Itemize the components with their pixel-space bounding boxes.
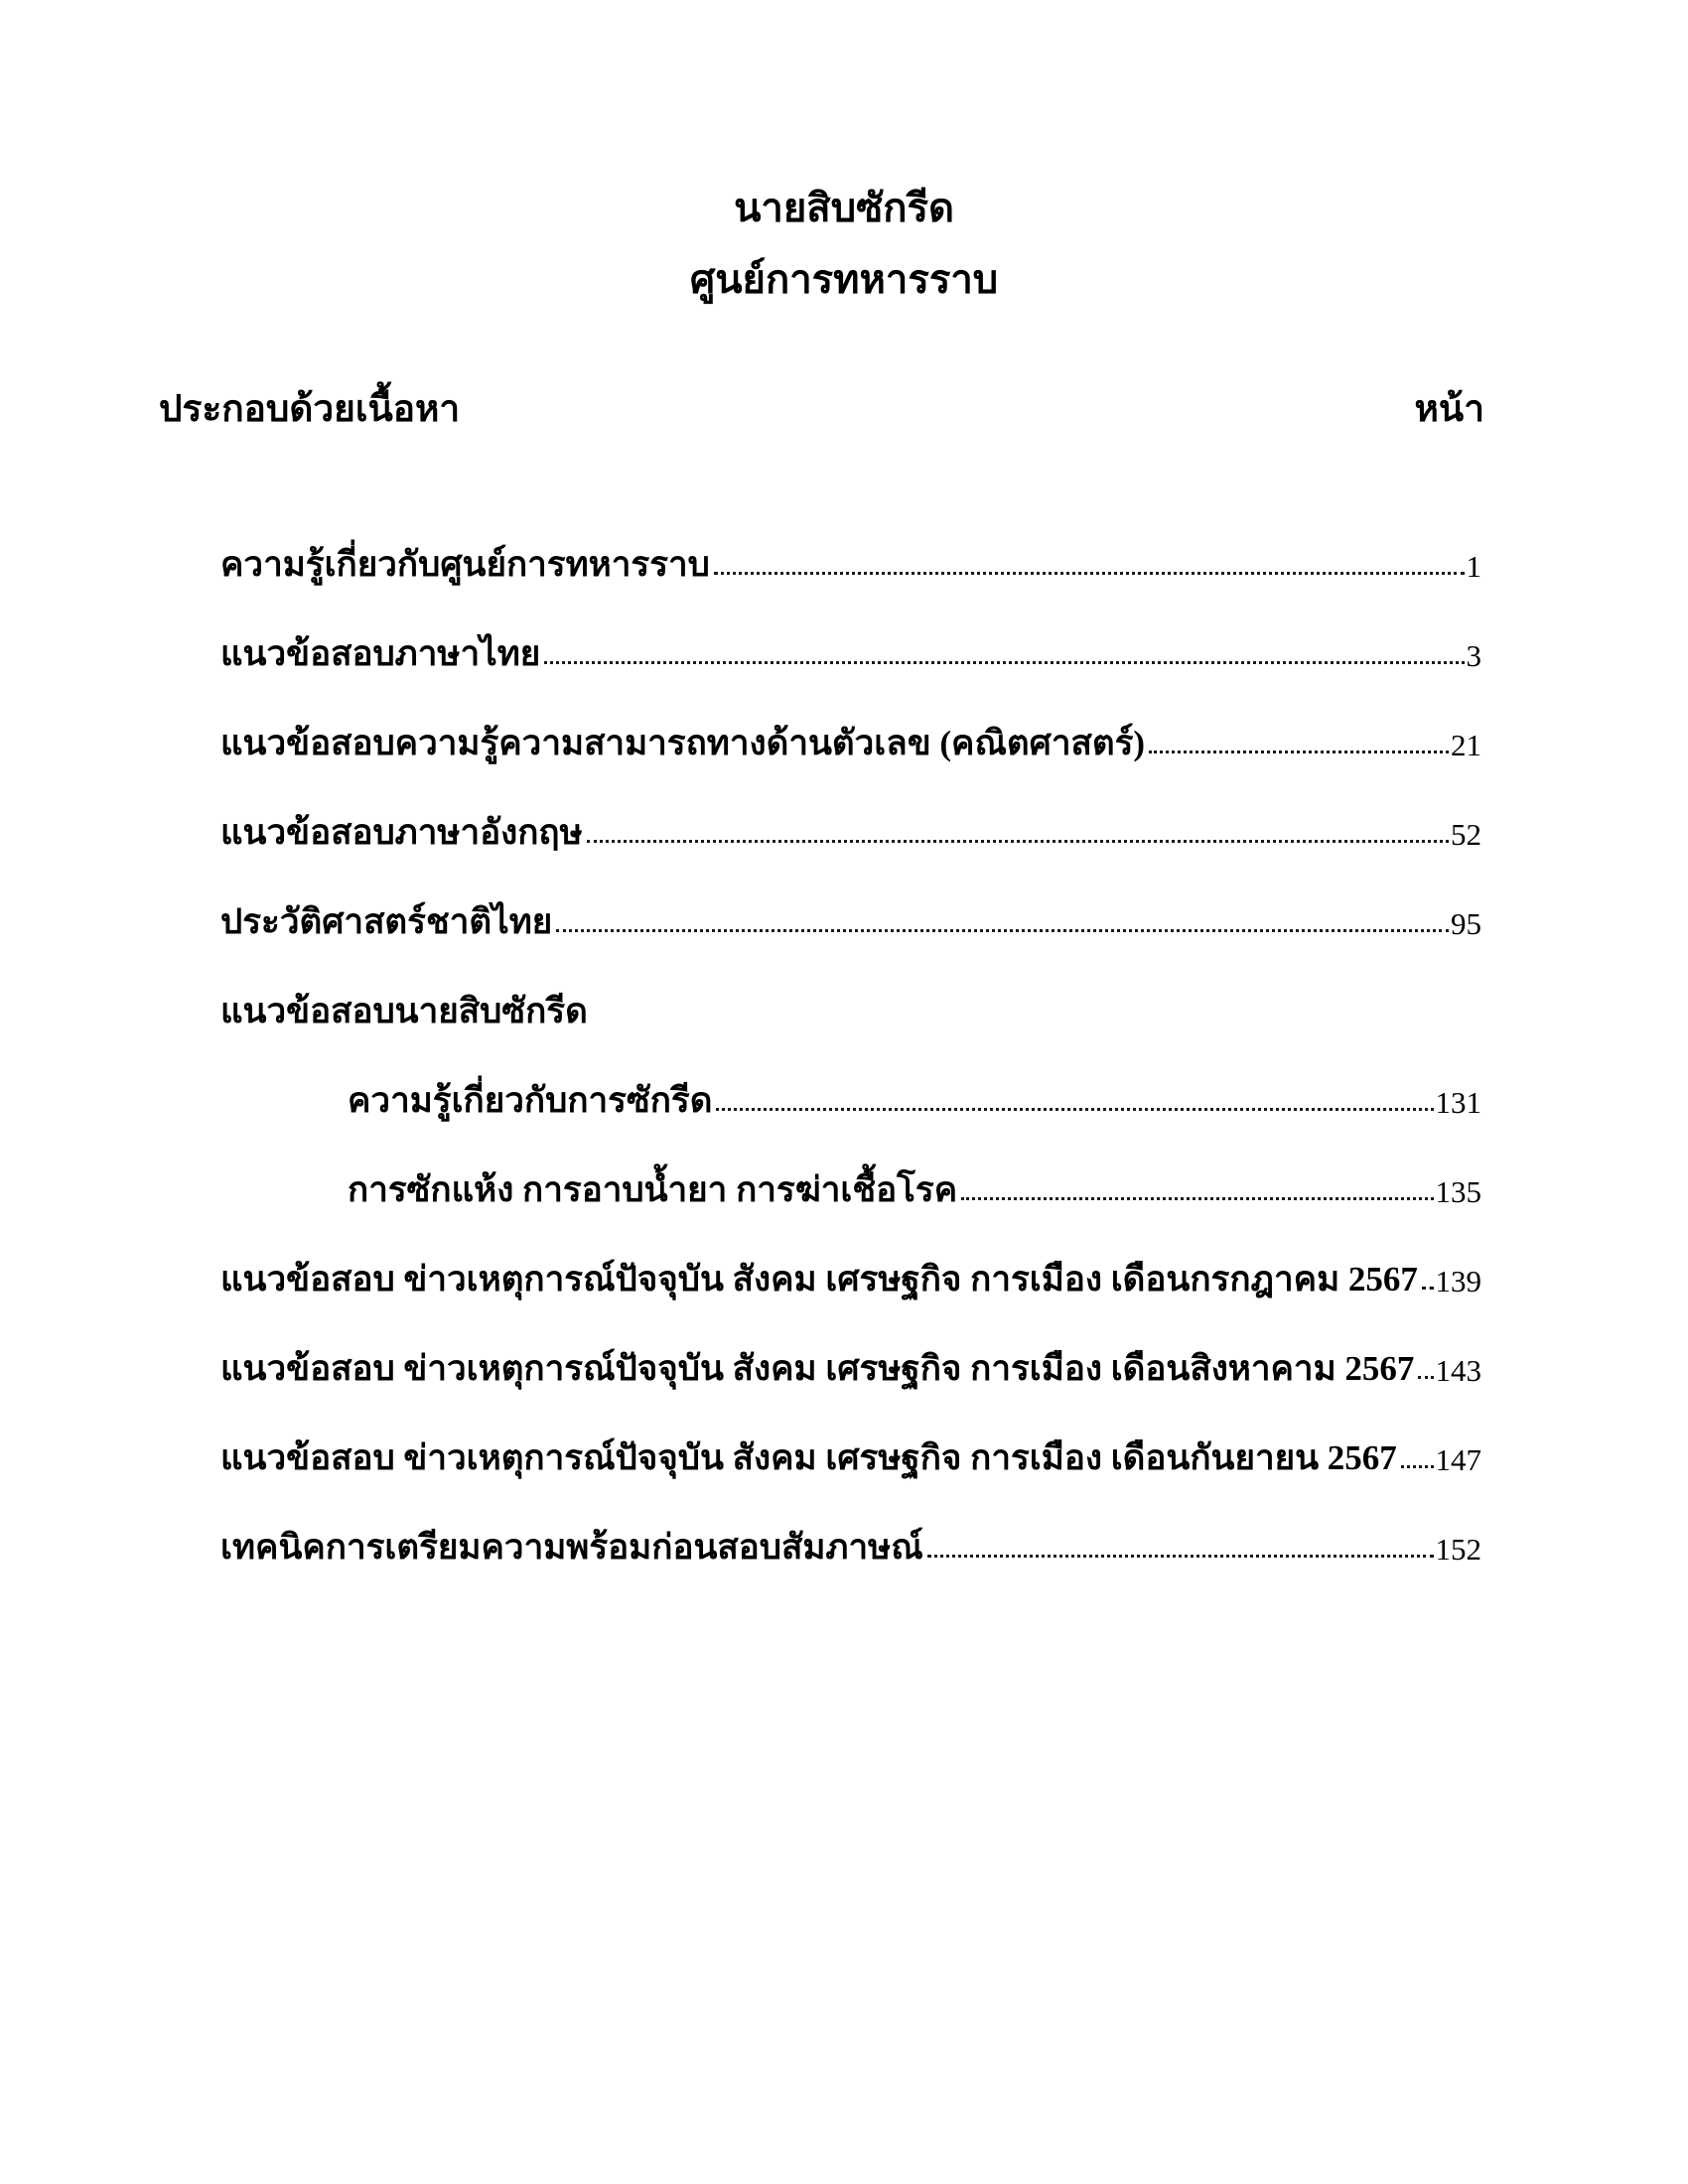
toc-entry-page: 139	[1435, 1263, 1481, 1298]
toc-leader-dots	[714, 572, 1465, 575]
toc-entry-page: 131	[1435, 1084, 1481, 1120]
toc-entry	[220, 508, 1481, 598]
toc-entry	[220, 955, 1481, 1044]
toc-entry	[220, 598, 1481, 687]
document-title: นายสิบซักรีด	[734, 186, 954, 230]
toc-leader-dots	[927, 1555, 1434, 1558]
toc-leader-dots	[1418, 1376, 1433, 1379]
toc-entry-page: 3	[1466, 637, 1481, 673]
toc-entry-label: ประวัติศาสตร์ชาติไทย	[220, 901, 553, 941]
toc-leader-dots	[961, 1197, 1433, 1200]
toc-entry-label: การซักแห้ง การอาบน้ำยา การฆ่าเชื้อโรค	[348, 1169, 958, 1209]
toc-header	[159, 379, 1484, 438]
toc-entry-label: แนวข้อสอบภาษาอังกฤษ	[220, 812, 583, 852]
toc-entry-page: 147	[1435, 1441, 1481, 1477]
toc-leader-dots	[587, 840, 1449, 843]
document-subtitle: ศูนย์การทหารราบ	[689, 257, 999, 302]
toc-entry-label: แนวข้อสอบความรู้ความสามารถทางด้านตัวเลข (คณิตศาสตร์)	[220, 723, 1146, 762]
toc-header-label: ประกอบด้วยเนื้อหา	[159, 389, 461, 430]
toc-entry	[220, 866, 1481, 955]
toc-entry	[220, 1223, 1481, 1312]
toc-page-column-label: หน้า	[1414, 389, 1484, 430]
toc-leader-dots	[544, 661, 1464, 664]
toc-entry-page: 152	[1435, 1531, 1481, 1567]
toc-leader-dots	[716, 1108, 1433, 1111]
toc-leader-dots	[1422, 1287, 1434, 1290]
toc-entry-label: แนวข้อสอบ ข่าวเหตุการณ์ปัจจุบัน สังคม เศรษฐกิจ การเมือง เดือนกันยายน 2567	[220, 1437, 1397, 1477]
toc-entry-page: 52	[1451, 816, 1481, 852]
toc-entry-page: 143	[1435, 1352, 1481, 1388]
toc-leader-dots	[1401, 1465, 1434, 1468]
toc-entry	[220, 687, 1481, 776]
toc-entry-label: แนวข้อสอบภาษาไทย	[220, 633, 541, 673]
toc-list	[220, 508, 1481, 1580]
toc-entry-label: แนวข้อสอบ ข่าวเหตุการณ์ปัจจุบัน สังคม เศรษฐกิจ การเมือง เดือนกรกฎาคม 2567	[220, 1259, 1418, 1298]
toc-entry-page: 135	[1435, 1173, 1481, 1209]
toc-entry-label: เทคนิคการเตรียมความพร้อมก่อนสอบสัมภาษณ์	[220, 1527, 923, 1567]
toc-entry-page: 21	[1451, 727, 1481, 762]
toc-entry	[220, 776, 1481, 866]
toc-entry	[220, 1402, 1481, 1491]
toc-entry-page: 1	[1466, 548, 1481, 584]
toc-leader-dots	[1149, 751, 1449, 753]
toc-entry	[220, 1491, 1481, 1580]
toc-entry-label: ความรู้เกี่ยวกับการซักรีด	[348, 1080, 713, 1120]
toc-entry-label: ความรู้เกี่ยวกับศูนย์การทหารราบ	[220, 544, 710, 584]
toc-entry-page: 95	[1451, 905, 1481, 941]
toc-entry-label: แนวข้อสอบนายสิบซักรีด	[220, 991, 588, 1030]
toc-entry	[220, 1044, 1481, 1134]
toc-entry	[220, 1312, 1481, 1402]
toc-leader-dots	[556, 929, 1449, 932]
toc-entry-label: แนวข้อสอบ ข่าวเหตุการณ์ปัจจุบัน สังคม เศรษฐกิจ การเมือง เดือนสิงหาคาม 2567	[220, 1348, 1415, 1388]
toc-entry	[220, 1134, 1481, 1223]
